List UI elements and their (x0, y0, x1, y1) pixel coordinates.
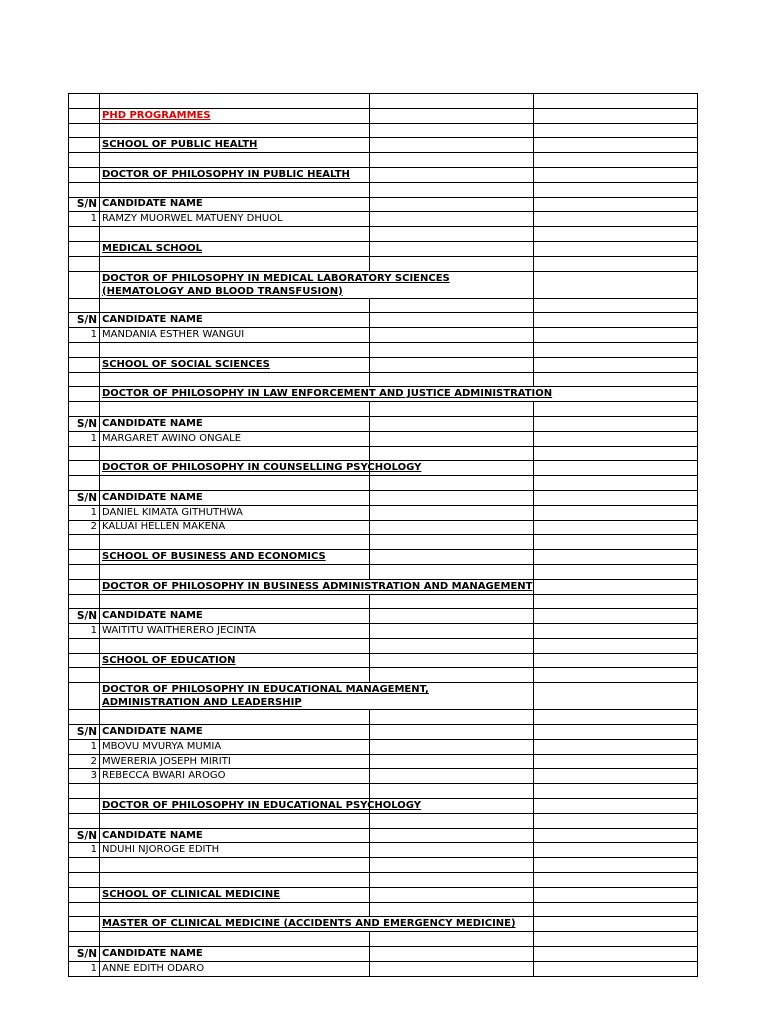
candidate-sn: 1 (69, 431, 100, 446)
programme-title: DOCTOR OF PHILOSOPHY IN PUBLIC HEALTH (102, 168, 350, 180)
school-heading: SCHOOL OF EDUCATION (102, 654, 236, 666)
sn-column-header: S/N (69, 828, 100, 843)
candidate-sn: 1 (69, 328, 100, 343)
candidate-sn: 1 (69, 505, 100, 520)
candidate-name: WAITITU WAITHERERO JECINTA (100, 624, 370, 639)
candidate-sn: 2 (69, 754, 100, 769)
programme-title-line1: DOCTOR OF PHILOSOPHY IN MEDICAL LABORATORY SCIENCES (102, 272, 450, 284)
candidate-sn: 1 (69, 212, 100, 227)
sn-column-header: S/N (69, 947, 100, 962)
school-heading: SCHOOL OF PUBLIC HEALTH (102, 139, 258, 151)
programme-title: MASTER OF CLINICAL MEDICINE (ACCIDENTS AND EMERGENCY MEDICINE) (102, 918, 516, 930)
programme-title: DOCTOR OF PHILOSOPHY IN COUNSELLING PSYCHOLOGY (102, 462, 422, 474)
candidate-name: MARGARET AWINO ONGALE (100, 431, 370, 446)
candidate-table (68, 93, 698, 977)
candidate-name: MBOVU MVURYA MUMIA (100, 739, 370, 754)
candidate-sn: 3 (69, 769, 100, 784)
candidate-sn: 1 (69, 961, 100, 976)
candidate-column-header: CANDIDATE NAME (100, 416, 370, 431)
programme-title-line1: DOCTOR OF PHILOSOPHY IN EDUCATIONAL MANAGEMENT, (102, 684, 429, 696)
school-heading: MEDICAL SCHOOL (102, 242, 203, 254)
programme-title: DOCTOR OF PHILOSOPHY IN BUSINESS ADMINISTRATION AND MANAGEMENT (102, 580, 533, 592)
sn-column-header: S/N (69, 416, 100, 431)
candidate-column-header: CANDIDATE NAME (100, 947, 370, 962)
programme-title-line2: (HEMATOLOGY AND BLOOD TRANSFUSION) (102, 285, 343, 297)
candidate-name: REBECCA BWARI AROGO (100, 769, 370, 784)
candidate-sn: 1 (69, 624, 100, 639)
candidate-column-header: CANDIDATE NAME (100, 725, 370, 740)
candidate-column-header: CANDIDATE NAME (100, 828, 370, 843)
page-heading: PHD PROGRAMMES (102, 109, 211, 121)
candidate-sn: 1 (69, 739, 100, 754)
programme-title: DOCTOR OF PHILOSOPHY IN LAW ENFORCEMENT AND JUSTICE ADMINISTRATION (102, 388, 553, 400)
programme-title-line2: ADMINISTRATION AND LEADERSHIP (102, 697, 302, 709)
programme-title-cell (100, 271, 450, 298)
candidate-name: ANNE EDITH ODARO (100, 961, 370, 976)
candidate-column-header: CANDIDATE NAME (100, 490, 370, 505)
candidate-name: NDUHI NJOROGE EDITH (100, 843, 370, 858)
candidate-name: DANIEL KIMATA GITHUTHWA (100, 505, 370, 520)
spreadsheet-page (68, 93, 697, 977)
candidate-column-header: CANDIDATE NAME (100, 197, 370, 212)
sn-column-header: S/N (69, 490, 100, 505)
candidate-name: KALUAI HELLEN MAKENA (100, 520, 370, 535)
candidate-column-header: CANDIDATE NAME (100, 609, 370, 624)
candidate-name: MANDANIA ESTHER WANGUI (100, 328, 370, 343)
candidate-sn: 2 (69, 520, 100, 535)
candidate-name: RAMZY MUORWEL MATUENY DHUOL (100, 212, 370, 227)
school-heading: SCHOOL OF BUSINESS AND ECONOMICS (102, 551, 326, 562)
candidate-column-header: CANDIDATE NAME (100, 313, 370, 328)
sn-column-header: S/N (69, 725, 100, 740)
candidate-sn: 1 (69, 843, 100, 858)
programme-title: DOCTOR OF PHILOSOPHY IN EDUCATIONAL PSYCHOLOGY (102, 799, 422, 811)
school-heading: SCHOOL OF SOCIAL SCIENCES (102, 358, 270, 370)
sn-column-header: S/N (69, 313, 100, 328)
sn-column-header: S/N (69, 197, 100, 212)
candidate-name: MWERERIA JOSEPH MIRITI (100, 754, 370, 769)
school-heading: SCHOOL OF CLINICAL MEDICINE (102, 888, 281, 900)
sn-column-header: S/N (69, 609, 100, 624)
